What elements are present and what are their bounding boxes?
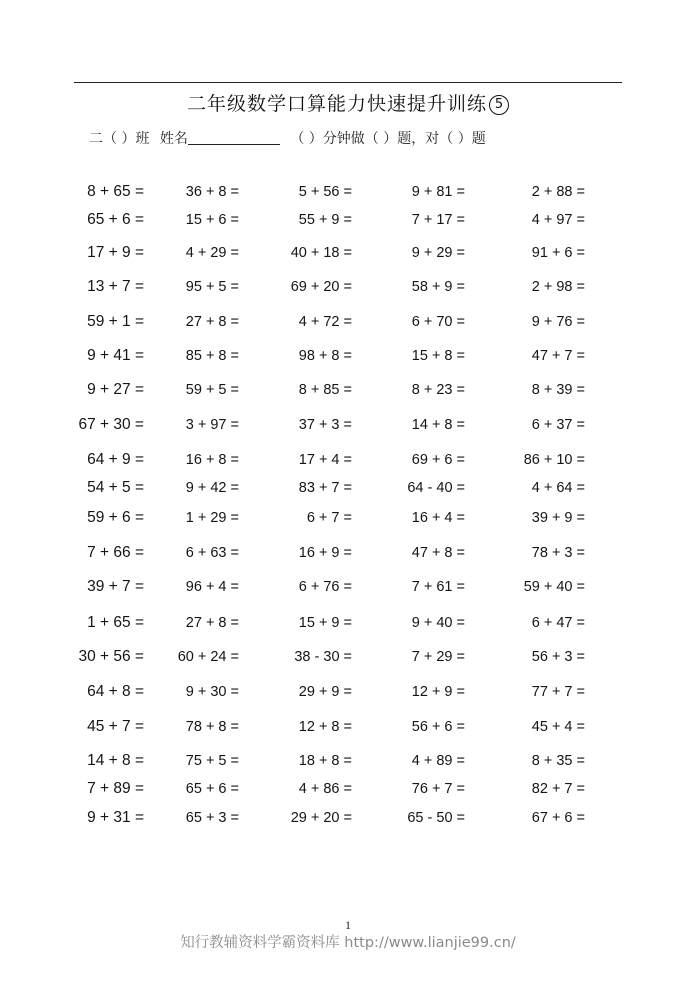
problem-cell: 9 + 41 =: [87, 347, 144, 364]
problem-cell: 95 + 5 =: [185, 279, 239, 295]
problem-cell: 8 + 23 =: [411, 382, 465, 398]
problem-cell: 64 - 40 =: [407, 480, 465, 496]
problem-cell: 1 + 29 =: [185, 510, 239, 526]
problem-cell: 12 + 8 =: [298, 719, 352, 735]
problem-cell: 65 + 3 =: [185, 810, 239, 826]
footer-watermark: 知行教辅资料学霸资料库 http://www.lianjie99.cn/: [180, 935, 516, 951]
problem-cell: 59 + 1 =: [87, 313, 144, 330]
problem-cell: 85 + 8 =: [185, 348, 239, 364]
problem-cell: 64 + 8 =: [87, 683, 144, 700]
problem-cell: 40 + 18 =: [290, 245, 352, 261]
problem-cell: 82 + 7 =: [531, 781, 585, 797]
problem-cell: 69 + 20 =: [290, 279, 352, 295]
problem-cell: 6 + 76 =: [298, 579, 352, 595]
problem-cell: 9 + 40 =: [411, 615, 465, 631]
problem-cell: 7 + 89 =: [87, 780, 144, 797]
problem-cell: 9 + 30 =: [185, 684, 239, 700]
problem-cell: 17 + 9 =: [87, 244, 144, 261]
problem-cell: 65 - 50 =: [407, 810, 465, 826]
problem-cell: 4 + 86 =: [298, 781, 352, 797]
problem-cell: 59 + 6 =: [87, 509, 144, 526]
problem-cell: 7 + 17 =: [411, 212, 465, 228]
problem-cell: 27 + 8 =: [185, 615, 239, 631]
problem-cell: 8 + 39 =: [531, 382, 585, 398]
problem-cell: 9 + 31 =: [87, 809, 144, 826]
problem-cell: 8 + 85 =: [298, 382, 352, 398]
problem-cell: 6 + 63 =: [185, 545, 239, 561]
problem-cell: 16 + 4 =: [411, 510, 465, 526]
problem-cell: 78 + 8 =: [185, 719, 239, 735]
problem-cell: 4 + 64 =: [531, 480, 585, 496]
problem-cell: 39 + 7 =: [87, 578, 144, 595]
problem-cell: 67 + 6 =: [531, 810, 585, 826]
problem-cell: 56 + 3 =: [531, 649, 585, 665]
problem-cell: 4 + 97 =: [531, 212, 585, 228]
problem-cell: 9 + 29 =: [411, 245, 465, 261]
problem-cell: 65 + 6 =: [185, 781, 239, 797]
problem-cell: 2 + 88 =: [531, 184, 585, 200]
name-blank-line[interactable]: [188, 130, 280, 145]
problem-cell: 83 + 7 =: [298, 480, 352, 496]
problem-cell: 60 + 24 =: [177, 649, 239, 665]
problem-cell: 1 + 65 =: [87, 614, 144, 631]
problem-cell: 98 + 8 =: [298, 348, 352, 364]
problem-cell: 6 + 47 =: [531, 615, 585, 631]
problem-cell: 6 + 70 =: [411, 314, 465, 330]
problem-cell: 5 + 56 =: [298, 184, 352, 200]
problem-cell: 9 + 42 =: [185, 480, 239, 496]
problem-cell: 38 - 30 =: [294, 649, 352, 665]
problem-cell: 3 + 97 =: [185, 417, 239, 433]
problem-cell: 54 + 5 =: [87, 479, 144, 496]
problem-cell: 9 + 81 =: [411, 184, 465, 200]
problem-cell: 4 + 89 =: [411, 753, 465, 769]
problem-cell: 67 + 30 =: [78, 416, 144, 433]
problem-cell: 6 + 37 =: [531, 417, 585, 433]
problem-cell: 17 + 4 =: [298, 452, 352, 468]
problem-cell: 55 + 9 =: [298, 212, 352, 228]
problem-cell: 18 + 8 =: [298, 753, 352, 769]
problem-cell: 7 + 61 =: [411, 579, 465, 595]
page-title: [0, 89, 696, 116]
time-score-field: （ ）分钟做（ ）题，对（ ）题: [290, 131, 486, 147]
page-number: 1: [345, 918, 351, 932]
student-info-line: [89, 128, 629, 148]
problem-cell: 13 + 7 =: [87, 278, 144, 295]
problem-cell: 78 + 3 =: [531, 545, 585, 561]
problem-cell: 86 + 10 =: [523, 452, 585, 468]
problem-cell: 36 + 8 =: [185, 184, 239, 200]
problem-cell: 9 + 76 =: [531, 314, 585, 330]
problem-cell: 2 + 98 =: [531, 279, 585, 295]
problem-cell: 14 + 8 =: [411, 417, 465, 433]
problem-cell: 29 + 9 =: [298, 684, 352, 700]
problem-cell: 30 + 56 =: [78, 648, 144, 665]
problem-cell: 47 + 7 =: [531, 348, 585, 364]
top-rule: [74, 82, 622, 83]
problem-cell: 29 + 20 =: [290, 810, 352, 826]
problem-cell: 75 + 5 =: [185, 753, 239, 769]
problem-cell: 96 + 4 =: [185, 579, 239, 595]
problem-cell: 9 + 27 =: [87, 381, 144, 398]
problem-cell: 15 + 8 =: [411, 348, 465, 364]
name-label: 姓名: [159, 131, 188, 147]
problem-cell: 77 + 7 =: [531, 684, 585, 700]
problem-cell: 6 + 7 =: [306, 510, 352, 526]
problem-cell: 7 + 66 =: [87, 544, 144, 561]
problem-cell: 45 + 4 =: [531, 719, 585, 735]
problem-cell: 4 + 72 =: [298, 314, 352, 330]
problem-cell: 59 + 5 =: [185, 382, 239, 398]
problem-cell: 69 + 6 =: [411, 452, 465, 468]
grade-class-field: 二（ ）班: [89, 131, 150, 147]
problem-cell: 64 + 9 =: [87, 451, 144, 468]
problem-cell: 8 + 65 =: [87, 183, 144, 200]
problem-cell: 16 + 9 =: [298, 545, 352, 561]
problem-cell: 12 + 9 =: [411, 684, 465, 700]
problem-cell: 39 + 9 =: [531, 510, 585, 526]
problem-cell: 65 + 6 =: [87, 211, 144, 228]
problem-cell: 8 + 35 =: [531, 753, 585, 769]
title-number-circle: 5: [489, 95, 509, 115]
problem-cell: 58 + 9 =: [411, 279, 465, 295]
problem-cell: 27 + 8 =: [185, 314, 239, 330]
problem-cell: 91 + 6 =: [531, 245, 585, 261]
problem-cell: 14 + 8 =: [87, 752, 144, 769]
problem-cell: 45 + 7 =: [87, 718, 144, 735]
problem-cell: 47 + 8 =: [411, 545, 465, 561]
title-text: 二年级数学口算能力快速提升训练: [186, 93, 487, 115]
problem-cell: 37 + 3 =: [298, 417, 352, 433]
problem-cell: 59 + 40 =: [523, 579, 585, 595]
problem-cell: 15 + 6 =: [185, 212, 239, 228]
problem-cell: 16 + 8 =: [185, 452, 239, 468]
problem-cell: 76 + 7 =: [411, 781, 465, 797]
problem-cell: 56 + 6 =: [411, 719, 465, 735]
problem-cell: 15 + 9 =: [298, 615, 352, 631]
problem-cell: 7 + 29 =: [411, 649, 465, 665]
problem-cell: 4 + 29 =: [185, 245, 239, 261]
